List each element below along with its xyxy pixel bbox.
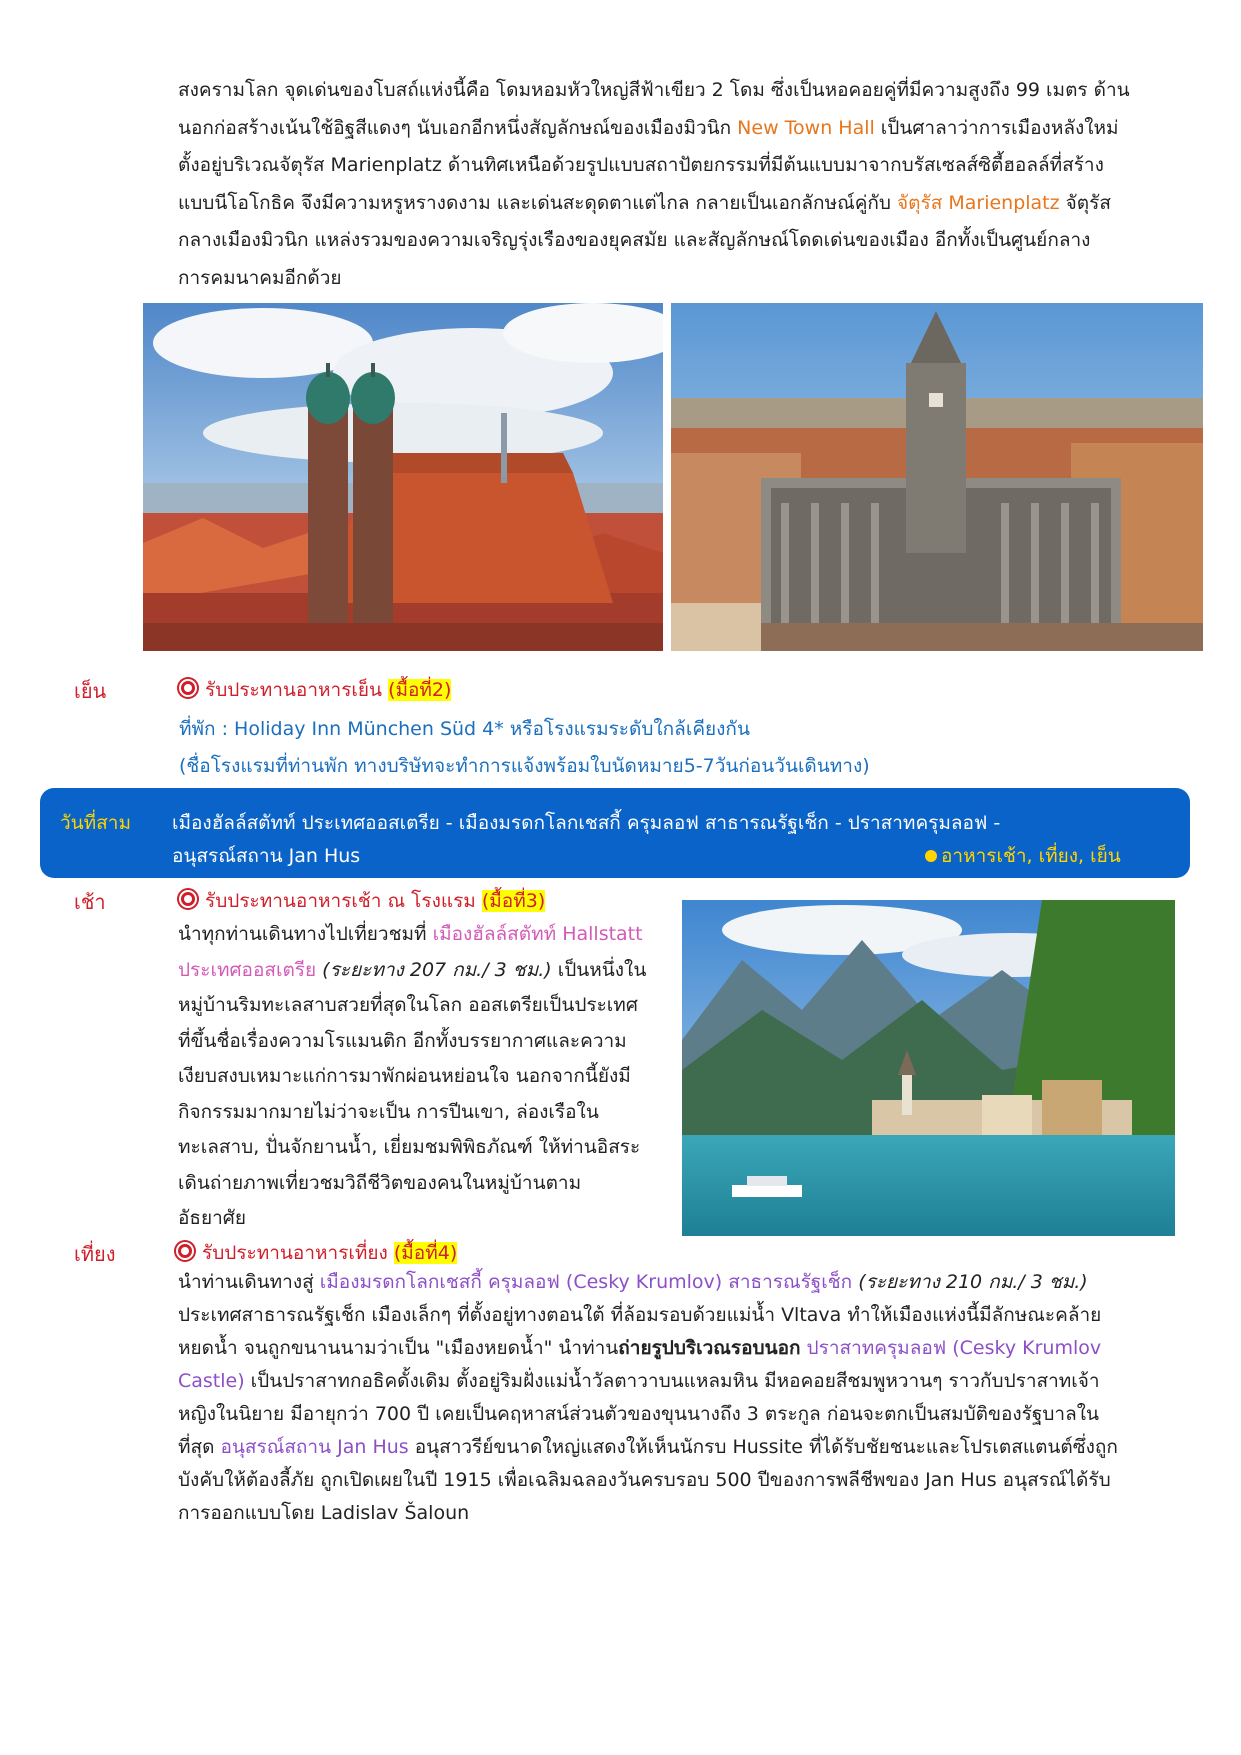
- marienplatz-highlight: จัตุรัส Marienplatz: [897, 191, 1060, 214]
- lunch-plate-icon: [176, 1242, 194, 1260]
- morning-meal: รับประทานอาหารเช้า ณ โรงแรม (มื้อที่3): [179, 886, 545, 916]
- hallstatt-highlight: เมืองฮัลล์สตัทท์ Hallstatt: [432, 923, 643, 945]
- day-label: วันที่สาม: [60, 812, 131, 834]
- new-town-hall-link: New Town Hall: [737, 116, 875, 139]
- route-line-2: อนุสรณ์สถาน Jan Hus: [172, 845, 361, 867]
- noon-label: เที่ยง: [74, 1242, 116, 1266]
- day-three-banner: [40, 788, 1190, 878]
- intro-line-3: ตั้งอยู่บริเวณจัตุรัส Marienplatz ด้านทิศเหนือด้วยรูปแบบสถาปัตยกรรมที่มีต้นแบบมาจากบรัสเซลส์ซิตี้ฮอลล์ที่สร้าง: [178, 154, 1104, 176]
- morning-label: เช้า: [74, 890, 106, 914]
- hallstatt-description: นำทุกท่านเดินทางไปเที่ยวชมที่ เมืองฮัลล์สตัทท์ Hallstatt ประเทศออสเตรีย (ระยะทาง 207 กม./ 3 ชม.) เป็นหนึ่งใน หมู่บ้านริมทะเลสาบสวยที่สุดในโลก ออสเตรียเป็นประเทศ ที่ขึ้นชื่อเรื่องความโรแมนติก อีกทั้งบรรยากาศและความ เงียบสงบเหมาะแก่การมาพักผ่อนหย่อนใจ นอกจากนี้ยังมี กิจกรรมมากมายไม่ว่าจะเป็น การปีนเขา, ล่องเรือใน ทะเลสาบ, ปั่นจักยานน้ำ, เยี่ยมชมพิพิธภัณฑ์ ให้ท่านอิสระ เดินถ่ายภาพเที่ยวชมวิถีชีวิตของคนในหมู่บ้านตาม อัธยาศัย: [178, 923, 647, 1229]
- intro-line-5: กลางเมืองมิวนิก แหล่งรวมของความเจริญรุ่งเรืองของยุคสมัย และสัญลักษณ์โดดเด่นของเมือง อีกทั้งเป็นศูนย์กลาง: [178, 229, 1091, 251]
- hotel-info: ที่พัก : Holiday Inn München Süd 4* หรือโรงแรมระดับใกล้เคียงกัน: [179, 718, 750, 740]
- dinner-plate-icon: [179, 679, 197, 697]
- cesky-krumlov-description: นำท่านเดินทางสู่ เมืองมรดกโลกเชสกี้ ครุมลอฟ (Cesky Krumlov) สาธารณรัฐเช็ก (ระยะทาง 210 กม./ 3 ชม.) ประเทศสาธารณรัฐเช็ก เมืองเล็กๆ ที่ตั้งอยู่ทางตอนใต้ ที่ล้อมรอบด้วยแม่น้ำ Vltava ทำให้เมืองแห่งนี้มีลักษณะคล้าย หยดน้ำ จนถูกขนานนามว่าเป็น "เมืองหยดน้ำ" นำท่านถ่ายรูปบริเวณรอบนอก ปราสาทครุมลอฟ (Cesky Krumlov Castle) เป็นปราสาทกอธิคดั้งเดิม ตั้งอยู่ริมฝั่งแม่น้ำวัลตาวาบนแหลมหิน มีหอคอยสีชมพูหวานๆ ราวกับปราสาทเจ้า หญิงในนิยาย มีอายุกว่า 700 ปี เคยเป็นคฤหาสน์ส่วนตัวของขุนนางถึง 3 ตระกูล ก่อนจะตกเป็นสมบัติของรัฐบาลใน ที่สุด อนุสรณ์สถาน Jan Hus อนุสาวรีย์ขนาดใหญ่แสดงให้เห็นนักรบ Hussite ที่ได้รับชัยชนะและโปรเตสแตนต์ซึ่งถูก บังคับให้ต้องลี้ภัย ถูกเปิดเผยในปี 1915 เพื่อเฉลิมฉลองวันครบรอบ 500 ปีของการพลีชีพของ Jan Hus อนุสรณ์ได้รับ การออกแบบโดย Ladislav Šaloun: [178, 1271, 1118, 1524]
- noon-meal: รับประทานอาหารเที่ยง (มื้อที่4): [176, 1238, 457, 1268]
- route-line-1: เมืองฮัลล์สตัทท์ ประเทศออสเตรีย - เมืองมรดกโลกเชสกี้ ครุมลอฟ สาธารณรัฐเช็ก - ปราสาทครุมลอฟ -: [172, 812, 1001, 834]
- intro-line-4: แบบนีโอโกธิค จึงมีความหรูหรางดงาม และเด่นสะดุดตาแต่ไกล กลายเป็นเอกลักษณ์คู่กับ จัตุรัส Marienplatz จัตุรัส: [178, 191, 1111, 214]
- intro-line-1: สงครามโลก จุดเด่นของโบสถ์แห่งนี้คือ โดมหอมหัวใหญ่สีฟ้าเขียว 2 โดม ซึ่งเป็นหอคอยคู่ที่มีความสูงถึง 99 เมตร ด้าน: [178, 79, 1130, 101]
- castle-highlight: ปราสาทครุมลอฟ (Cesky Krumlov: [806, 1337, 1102, 1359]
- intro-line-2: นอกก่อสร้างเน้นใช้อิฐสีแดงๆ นับเอกอีกหนึ่งสัญลักษณ์ของเมืองมิวนิก New Town Hall เป็นศาลาว่าการเมืองหลังใหม่: [178, 116, 1119, 139]
- meal-number-badge: (มื้อที่3): [481, 890, 546, 912]
- intro-line-6: การคมนาคมอีกด้วย: [178, 266, 342, 289]
- intro-paragraph: [178, 72, 1198, 297]
- meals-summary: อาหารเช้า, เที่ยง, เย็น: [925, 841, 1121, 871]
- meal-number-badge: (มื้อที่2): [388, 679, 452, 701]
- evening-meal: รับประทานอาหารเย็น (มื้อที่2): [179, 675, 451, 705]
- breakfast-plate-icon: [179, 890, 197, 908]
- new-town-hall-photo: [671, 303, 1203, 651]
- jan-hus-highlight: อนุสรณ์สถาน Jan Hus: [220, 1436, 409, 1458]
- meal-number-badge: (มื้อที่4): [393, 1242, 458, 1264]
- frauenkirche-photo: [143, 303, 663, 651]
- hallstatt-photo: [682, 900, 1175, 1236]
- meal-icon: [925, 850, 937, 862]
- hotel-note: (ชื่อโรงแรมที่ท่านพัก ทางบริษัทจะทำการแจ้งพร้อมใบนัดหมาย5-7วันก่อนวันเดินทาง): [179, 755, 870, 777]
- cesky-krumlov-highlight: เมืองมรดกโลกเชสกี้ ครุมลอฟ (Cesky Krumlov) สาธารณรัฐเช็ก: [319, 1271, 853, 1293]
- evening-label: เย็น: [74, 679, 107, 703]
